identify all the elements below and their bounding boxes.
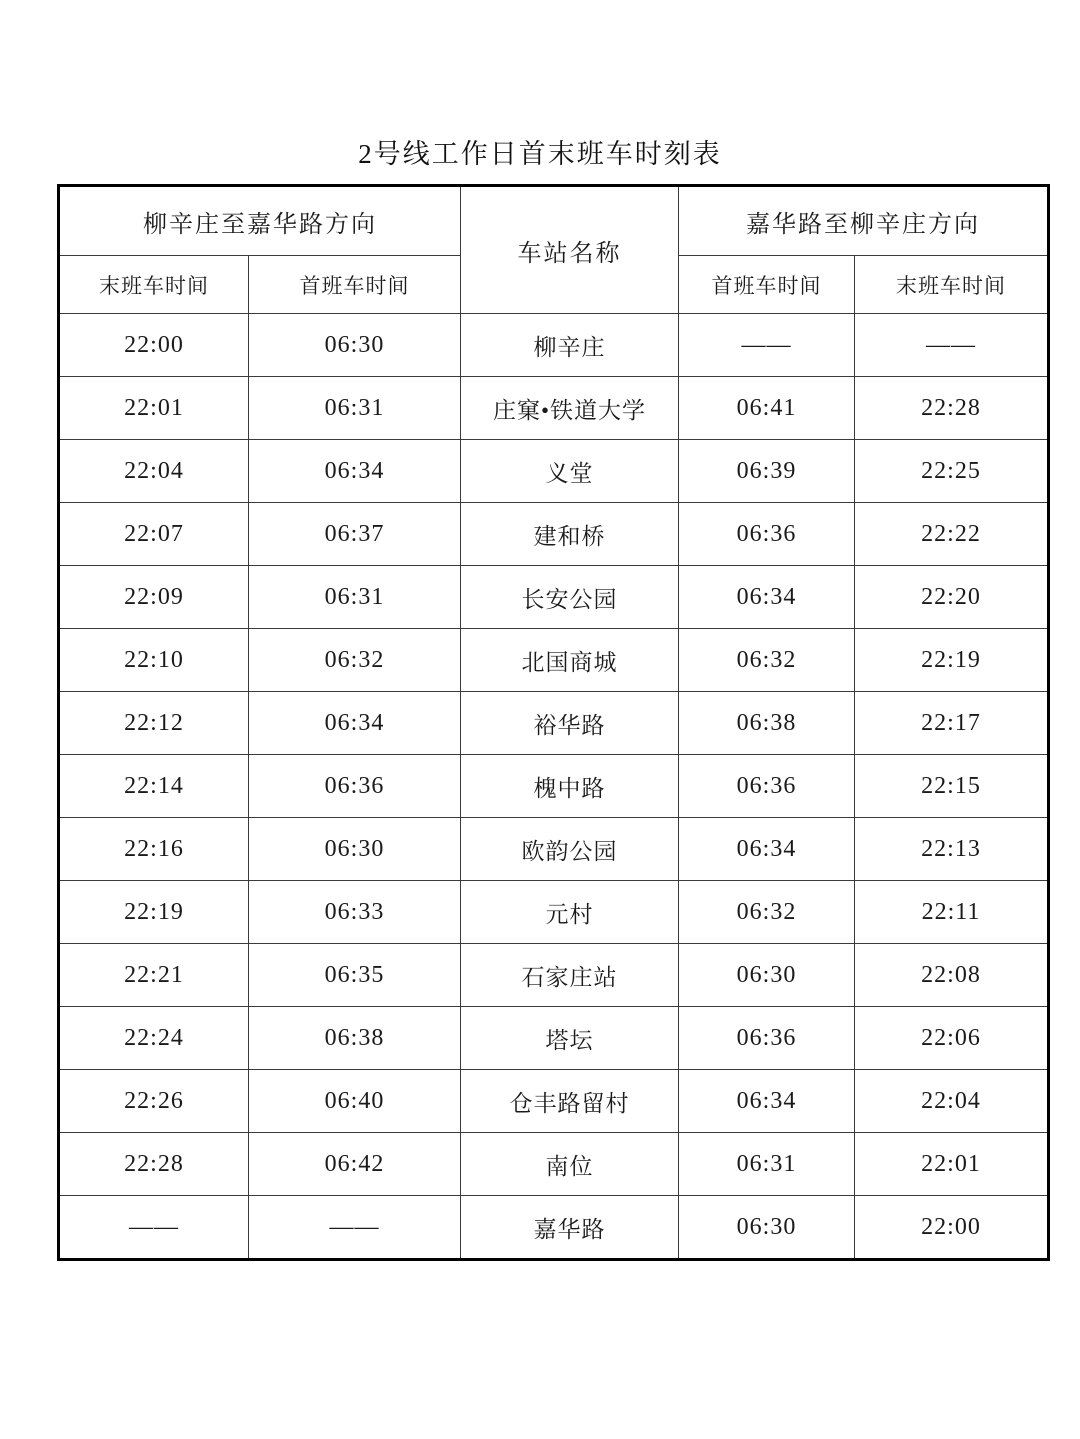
cell-right-last-train: 22:20 — [855, 566, 1049, 629]
header-right-last-train: 末班车时间 — [855, 256, 1049, 314]
table-row — [59, 755, 1049, 818]
cell-station-name: 欧韵公园 — [461, 818, 679, 881]
cell-right-last-train: 22:04 — [855, 1070, 1049, 1133]
cell-station-name: 塔坛 — [461, 1007, 679, 1070]
table-row — [59, 1196, 1049, 1260]
cell-station-name: 南位 — [461, 1133, 679, 1196]
cell-right-first-train: 06:36 — [679, 1007, 855, 1070]
table-header — [59, 186, 1049, 314]
table-row — [59, 314, 1049, 377]
cell-left-first-train: 06:38 — [249, 1007, 461, 1070]
header-right-first-train: 首班车时间 — [679, 256, 855, 314]
cell-left-last-train: 22:00 — [59, 314, 249, 377]
cell-right-last-train: 22:22 — [855, 503, 1049, 566]
table-row — [59, 377, 1049, 440]
cell-left-last-train: 22:19 — [59, 881, 249, 944]
cell-left-last-train: 22:16 — [59, 818, 249, 881]
table-row — [59, 440, 1049, 503]
cell-right-first-train: 06:34 — [679, 566, 855, 629]
table-row — [59, 881, 1049, 944]
cell-left-last-train: 22:10 — [59, 629, 249, 692]
cell-right-last-train: —— — [855, 314, 1049, 377]
cell-station-name: 北国商城 — [461, 629, 679, 692]
table-row — [59, 566, 1049, 629]
table-row — [59, 692, 1049, 755]
cell-left-first-train: 06:31 — [249, 377, 461, 440]
cell-right-last-train: 22:08 — [855, 944, 1049, 1007]
header-left-first-train: 首班车时间 — [249, 256, 461, 314]
cell-left-first-train: 06:32 — [249, 629, 461, 692]
cell-left-first-train: —— — [249, 1196, 461, 1260]
cell-left-first-train: 06:36 — [249, 755, 461, 818]
cell-right-last-train: 22:06 — [855, 1007, 1049, 1070]
cell-left-first-train: 06:35 — [249, 944, 461, 1007]
cell-station-name: 元村 — [461, 881, 679, 944]
table-row — [59, 629, 1049, 692]
header-left-last-train: 末班车时间 — [59, 256, 249, 314]
cell-left-last-train: —— — [59, 1196, 249, 1260]
cell-left-last-train: 22:09 — [59, 566, 249, 629]
cell-left-first-train: 06:42 — [249, 1133, 461, 1196]
cell-left-last-train: 22:26 — [59, 1070, 249, 1133]
header-direction-left: 柳辛庄至嘉华路方向 — [59, 186, 461, 256]
cell-right-first-train: 06:31 — [679, 1133, 855, 1196]
cell-station-name: 槐中路 — [461, 755, 679, 818]
cell-right-first-train: 06:34 — [679, 1070, 855, 1133]
table-body — [59, 314, 1049, 1260]
cell-right-first-train: 06:38 — [679, 692, 855, 755]
cell-station-name: 长安公园 — [461, 566, 679, 629]
cell-right-first-train: 06:32 — [679, 881, 855, 944]
cell-left-first-train: 06:33 — [249, 881, 461, 944]
cell-left-last-train: 22:01 — [59, 377, 249, 440]
cell-left-last-train: 22:21 — [59, 944, 249, 1007]
cell-left-first-train: 06:34 — [249, 692, 461, 755]
cell-right-first-train: —— — [679, 314, 855, 377]
header-direction-right: 嘉华路至柳辛庄方向 — [679, 186, 1049, 256]
cell-left-last-train: 22:24 — [59, 1007, 249, 1070]
cell-left-last-train: 22:28 — [59, 1133, 249, 1196]
table-row — [59, 818, 1049, 881]
cell-left-last-train: 22:07 — [59, 503, 249, 566]
table-row — [59, 1133, 1049, 1196]
cell-station-name: 建和桥 — [461, 503, 679, 566]
cell-right-first-train: 06:32 — [679, 629, 855, 692]
cell-right-last-train: 22:11 — [855, 881, 1049, 944]
cell-right-last-train: 22:15 — [855, 755, 1049, 818]
cell-right-first-train: 06:30 — [679, 1196, 855, 1260]
cell-right-first-train: 06:39 — [679, 440, 855, 503]
table-row — [59, 1007, 1049, 1070]
cell-left-first-train: 06:31 — [249, 566, 461, 629]
cell-right-last-train: 22:19 — [855, 629, 1049, 692]
timetable-container — [57, 184, 1023, 1261]
cell-left-first-train: 06:34 — [249, 440, 461, 503]
cell-left-first-train: 06:40 — [249, 1070, 461, 1133]
cell-right-first-train: 06:36 — [679, 755, 855, 818]
cell-right-last-train: 22:00 — [855, 1196, 1049, 1260]
cell-left-last-train: 22:14 — [59, 755, 249, 818]
cell-left-first-train: 06:37 — [249, 503, 461, 566]
header-station-name: 车站名称 — [461, 186, 679, 314]
cell-station-name: 庄窠•铁道大学 — [461, 377, 679, 440]
cell-right-first-train: 06:34 — [679, 818, 855, 881]
cell-station-name: 嘉华路 — [461, 1196, 679, 1260]
cell-right-last-train: 22:17 — [855, 692, 1049, 755]
cell-right-first-train: 06:36 — [679, 503, 855, 566]
cell-left-first-train: 06:30 — [249, 818, 461, 881]
cell-station-name: 仓丰路留村 — [461, 1070, 679, 1133]
table-row — [59, 503, 1049, 566]
cell-right-last-train: 22:01 — [855, 1133, 1049, 1196]
cell-left-last-train: 22:04 — [59, 440, 249, 503]
cell-station-name: 柳辛庄 — [461, 314, 679, 377]
header-row-directions — [59, 186, 1049, 256]
cell-left-last-train: 22:12 — [59, 692, 249, 755]
cell-station-name: 裕华路 — [461, 692, 679, 755]
page-title: 2号线工作日首末班车时刻表 — [358, 139, 722, 169]
cell-right-first-train: 06:30 — [679, 944, 855, 1007]
table-row — [59, 1070, 1049, 1133]
timetable — [57, 184, 1050, 1261]
cell-right-last-train: 22:28 — [855, 377, 1049, 440]
cell-right-first-train: 06:41 — [679, 377, 855, 440]
cell-station-name: 石家庄站 — [461, 944, 679, 1007]
cell-right-last-train: 22:25 — [855, 440, 1049, 503]
cell-right-last-train: 22:13 — [855, 818, 1049, 881]
cell-left-first-train: 06:30 — [249, 314, 461, 377]
table-row — [59, 944, 1049, 1007]
cell-station-name: 义堂 — [461, 440, 679, 503]
